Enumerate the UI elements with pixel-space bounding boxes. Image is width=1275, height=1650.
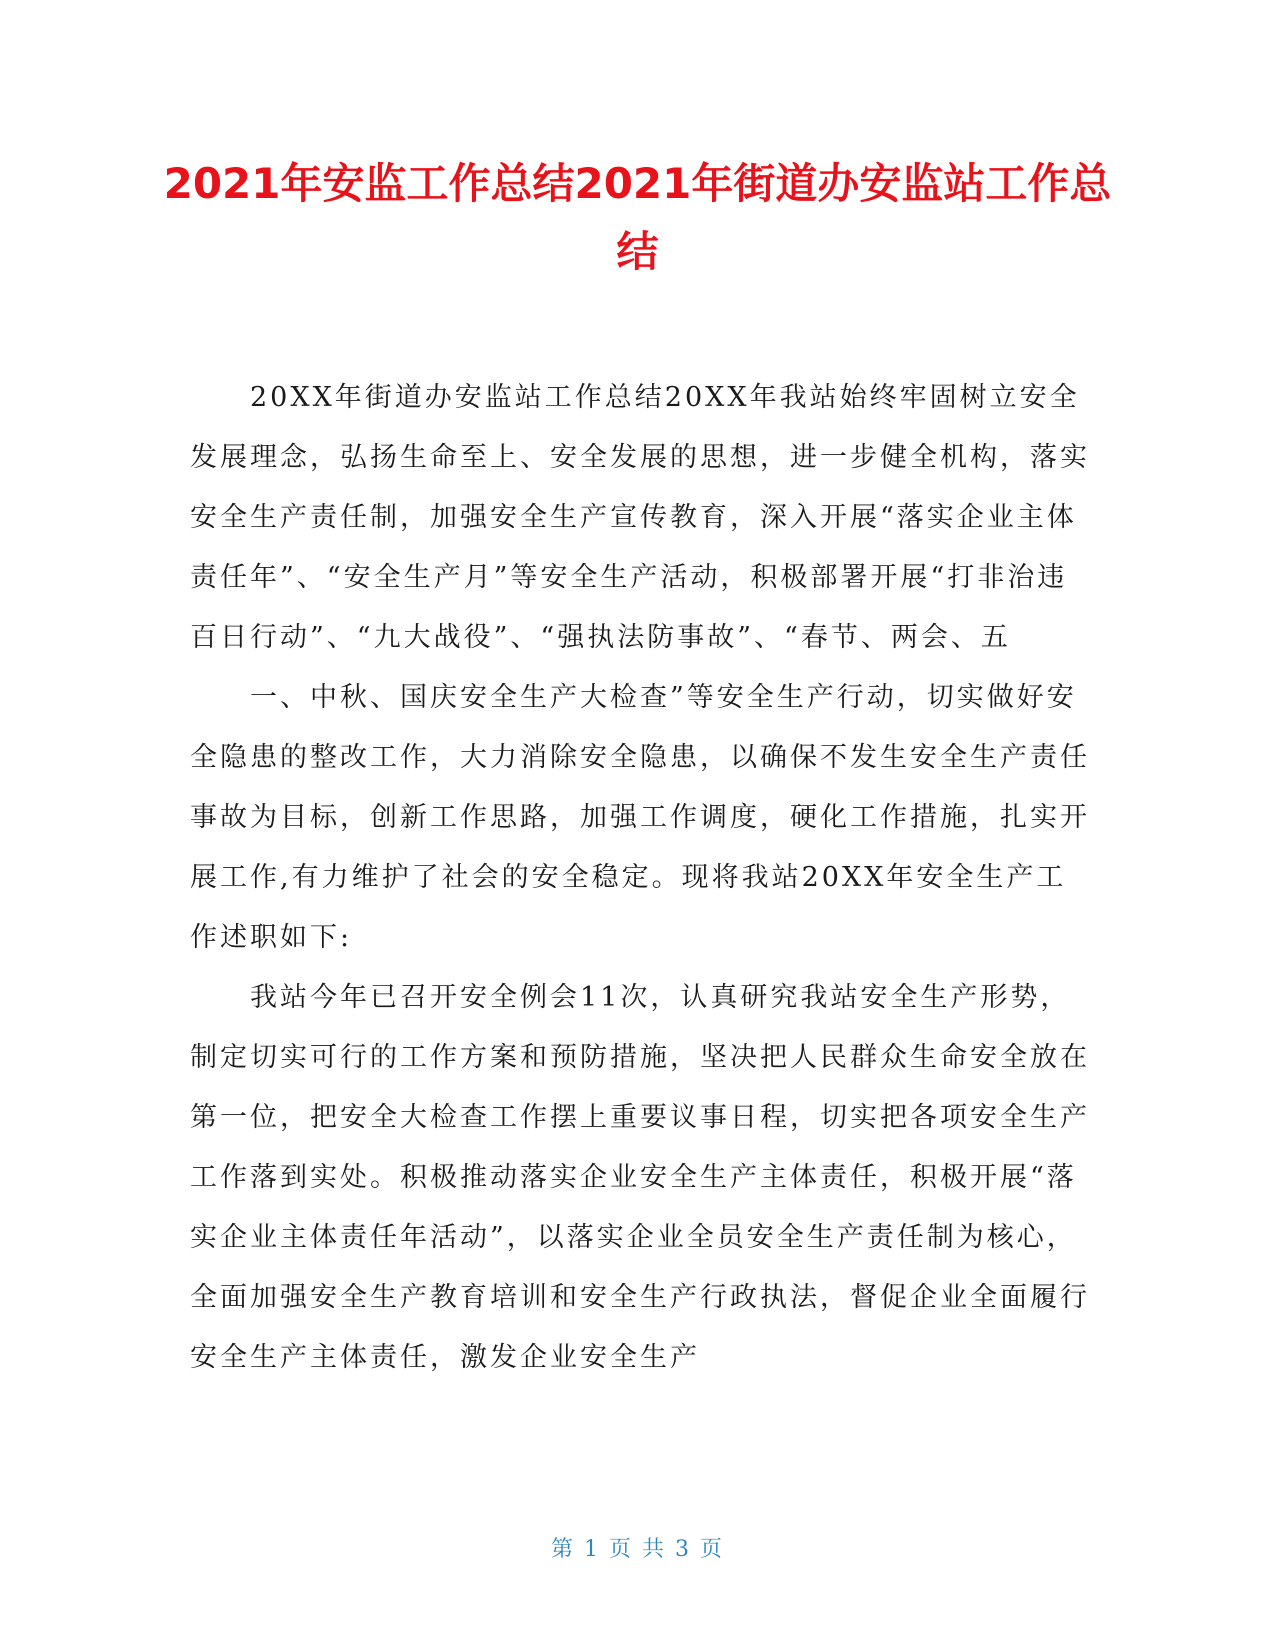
paragraph-2: 一、中秋、国庆安全生产大检查”等安全生产行动，切实做好安全隐患的整改工作，大力消除安全隐患，以确保不发生安全生产责任事故为目标，创新工作思路，加强工作调度，硬化工作措施，扎实开展工作,有力维护了社会的安全稳定。现将我站20XX年安全生产工作述职如下: xyxy=(190,682,1090,953)
document-title: 2021年安监工作总结2021年街道办安监站工作总结 xyxy=(163,159,1112,276)
paragraph-1: 20XX年街道办安监站工作总结20XX年我站始终牢固树立安全发展理念，弘扬生命至上、安全发展的思想，进一步健全机构，落实安全生产责任制，加强安全生产宣传教育，深入开展“落实企业主体责任年”、“安全生产月”等安全生产活动，积极部署开展“打非治违百日行动”、“九大战役”、“强执法防事故”、“春节、两会、五 xyxy=(190,382,1090,653)
paragraph-3: 我站今年已召开安全例会11次，认真研究我站安全生产形势，制定切实可行的工作方案和预防措施，坚决把人民群众生命安全放在第一位，把安全大检查工作摆上重要议事日程，切实把各项安全生产工作落到实处。积极推动落实企业安全生产主体责任，积极开展“落实企业主体责任年活动”，以落实企业全员安全生产责任制为核心，全面加强安全生产教育培训和安全生产行政执法，督促企业全面履行安全生产主体责任，激发企业安全生产 xyxy=(190,982,1090,1373)
page-number-footer: 第 1 页 共 3 页 xyxy=(551,1537,724,1562)
document-body xyxy=(190,368,1090,1388)
